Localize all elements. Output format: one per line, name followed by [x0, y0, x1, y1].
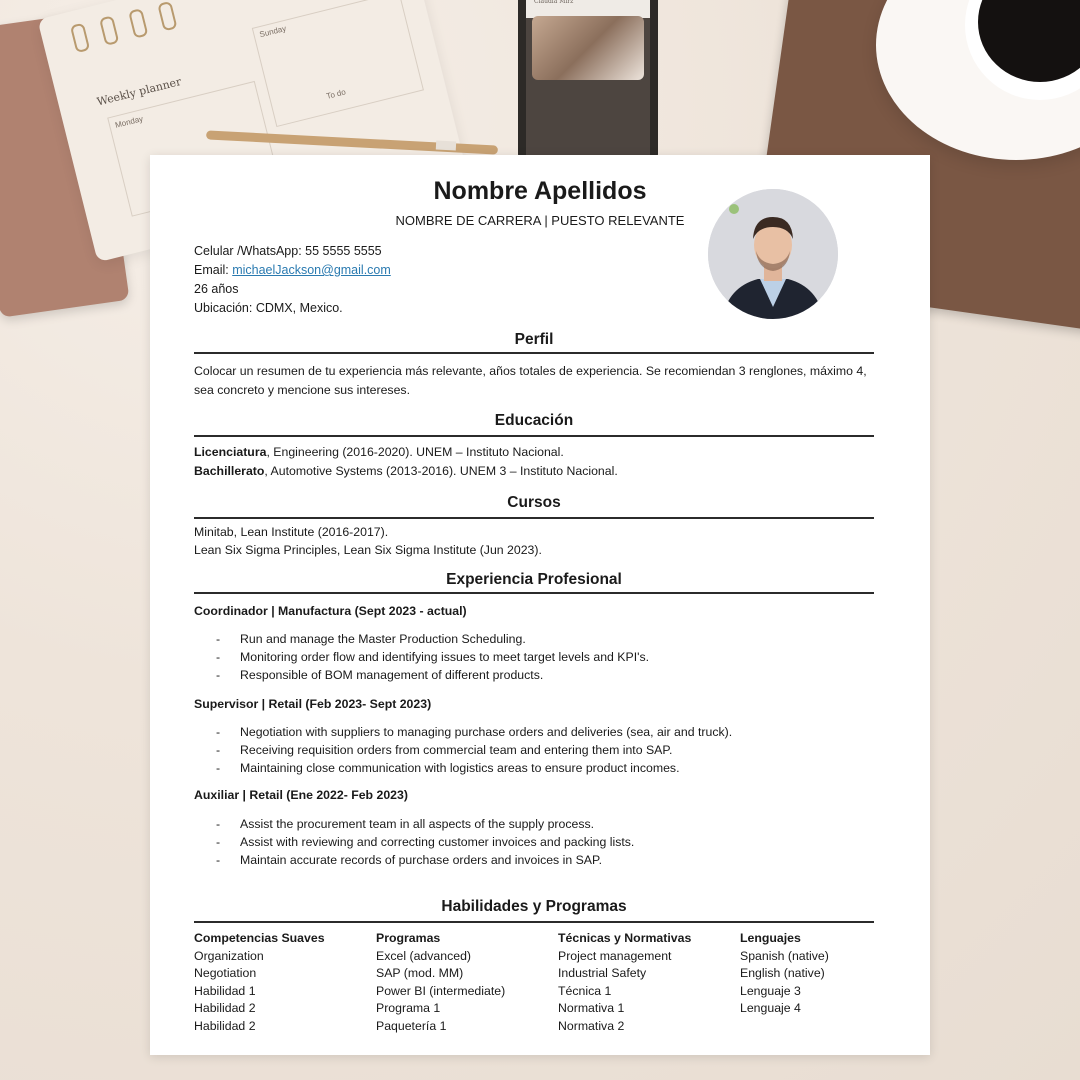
resume-document: [150, 155, 930, 1055]
contact-age: 26 años: [194, 282, 239, 296]
skill-item: Habilidad 2: [194, 1018, 256, 1033]
planner-title: Weekly planner: [95, 74, 183, 109]
education-item: [194, 445, 564, 459]
skill-item: Power BI (intermediate): [376, 983, 506, 998]
job-bullet: - Receiving requisition orders from commercial team and entering them into SAP.: [216, 743, 673, 757]
job-bullet: - Responsible of BOM management of different products.: [216, 668, 544, 682]
section-title-experiencia: Experiencia Profesional: [446, 571, 622, 588]
resume-role: NOMBRE DE CARRERA | PUESTO RELEVANTE: [395, 213, 685, 228]
skills-column-soft: [194, 931, 374, 1036]
planner-day-monday: Monday: [114, 114, 145, 130]
skill-item: Excel (advanced): [376, 949, 472, 963]
skill-item: Negotiation: [194, 966, 257, 981]
skill-item: Técnica 1: [558, 983, 612, 998]
job-bullet: - Maintain accurate records of purchase orders and invoices in SAP.: [216, 853, 603, 867]
skill-item: Normativa 2: [558, 1018, 625, 1033]
planner-day-sunday: Sunday: [258, 23, 288, 40]
education-degree: Licenciatura: [194, 445, 267, 459]
section-divider: [194, 517, 874, 519]
section-divider: [194, 921, 874, 923]
job-title: Supervisor | Retail (Feb 2023- Sept 2023): [194, 697, 432, 711]
spiral-ring-icon: [70, 23, 90, 54]
skill-item: Lenguaje 4: [740, 1001, 801, 1016]
skills-column-header: Lenguajes: [740, 931, 801, 945]
section-divider: [194, 435, 874, 437]
job-bullet: - Negotiation with suppliers to managing purchase orders and deliveries (sea, air and truck).: [216, 725, 733, 739]
perfil-text: Colocar un resumen de tu experiencia más relevante, años totales de experiencia. Se recomiendan 3 renglones, máximo 4, sea concreto y mencione sus intereses.: [194, 364, 867, 397]
section-divider: [194, 592, 874, 594]
skills-column-programs: [376, 931, 556, 1036]
skills-column-header: Competencias Suaves: [194, 931, 325, 945]
job-bullet: - Maintaining close communication with logistics areas to ensure product incomes.: [216, 761, 680, 775]
skill-item: Habilidad 1: [194, 983, 256, 998]
skill-item: Industrial Safety: [558, 966, 647, 981]
skill-item: Organization: [194, 949, 264, 963]
skills-column-header: Programas: [376, 931, 441, 945]
planner-box: [252, 0, 424, 127]
job-bullet: - Monitoring order flow and identifying issues to meet target levels and KPI's.: [216, 650, 650, 664]
email-link[interactable]: michaelJackson@gmail.com: [232, 263, 391, 277]
skills-column-technical: [558, 931, 738, 1036]
education-degree: Bachillerato: [194, 464, 265, 478]
phone-photo: [532, 16, 644, 80]
skill-item: Normativa 1: [558, 1001, 625, 1016]
job-bullet: - Assist with reviewing and correcting customer invoices and packing lists.: [216, 835, 635, 849]
skills-column-header: Técnicas y Normativas: [558, 931, 692, 945]
course-item: Minitab, Lean Institute (2016-2017).: [194, 525, 389, 539]
skill-item: Spanish (native): [740, 949, 829, 963]
contact-email: [194, 263, 391, 277]
skill-item: Lenguaje 3: [740, 983, 801, 998]
section-title-cursos: Cursos: [507, 494, 561, 511]
skills-column-languages: [740, 931, 920, 1019]
phone-screen: [526, 0, 650, 168]
spiral-ring-icon: [157, 1, 177, 32]
pen-tip: [436, 140, 456, 150]
skill-item: SAP (mod. MM): [376, 966, 464, 981]
skill-item: Paquetería 1: [376, 1018, 447, 1033]
section-divider: [194, 352, 874, 354]
contact-location: Ubicación: CDMX, Mexico.: [194, 301, 343, 315]
contact-phone: Celular /WhatsApp: 55 5555 5555: [194, 244, 382, 258]
job-bullet: - Run and manage the Master Production Scheduling.: [216, 632, 526, 646]
education-detail: , Engineering (2016-2020). UNEM – Instituto Nacional.: [266, 445, 564, 459]
skill-item: English (native): [740, 966, 825, 981]
email-label: Email:: [194, 263, 233, 277]
skill-item: Project management: [558, 949, 672, 963]
section-title-perfil: Perfil: [514, 331, 554, 348]
planner-day-todo: To do: [325, 87, 347, 101]
education-item: [194, 464, 618, 478]
course-item: Lean Six Sigma Principles, Lean Six Sigma Institute (Jun 2023).: [194, 543, 542, 557]
job-title: Auxiliar | Retail (Ene 2022- Feb 2023): [194, 788, 408, 802]
job-title: Coordinador | Manufactura (Sept 2023 - actual): [194, 604, 467, 618]
resume-name: Nombre Apellidos: [433, 177, 647, 205]
person-avatar-icon: [708, 189, 838, 319]
skill-item: Habilidad 2: [194, 1001, 256, 1016]
phone-name: Claudia Mirz: [534, 0, 574, 5]
job-bullet: - Assist the procurement team in all aspects of the supply process.: [216, 817, 595, 831]
profile-photo: [708, 189, 838, 319]
skill-item: Programa 1: [376, 1001, 441, 1016]
education-detail: , Automotive Systems (2013-2016). UNEM 3 – Instituto Nacional.: [264, 464, 618, 478]
spiral-ring-icon: [128, 8, 148, 39]
section-title-educacion: Educación: [494, 412, 574, 429]
section-title-habilidades: Habilidades y Programas: [441, 898, 627, 915]
spiral-ring-icon: [99, 15, 119, 46]
